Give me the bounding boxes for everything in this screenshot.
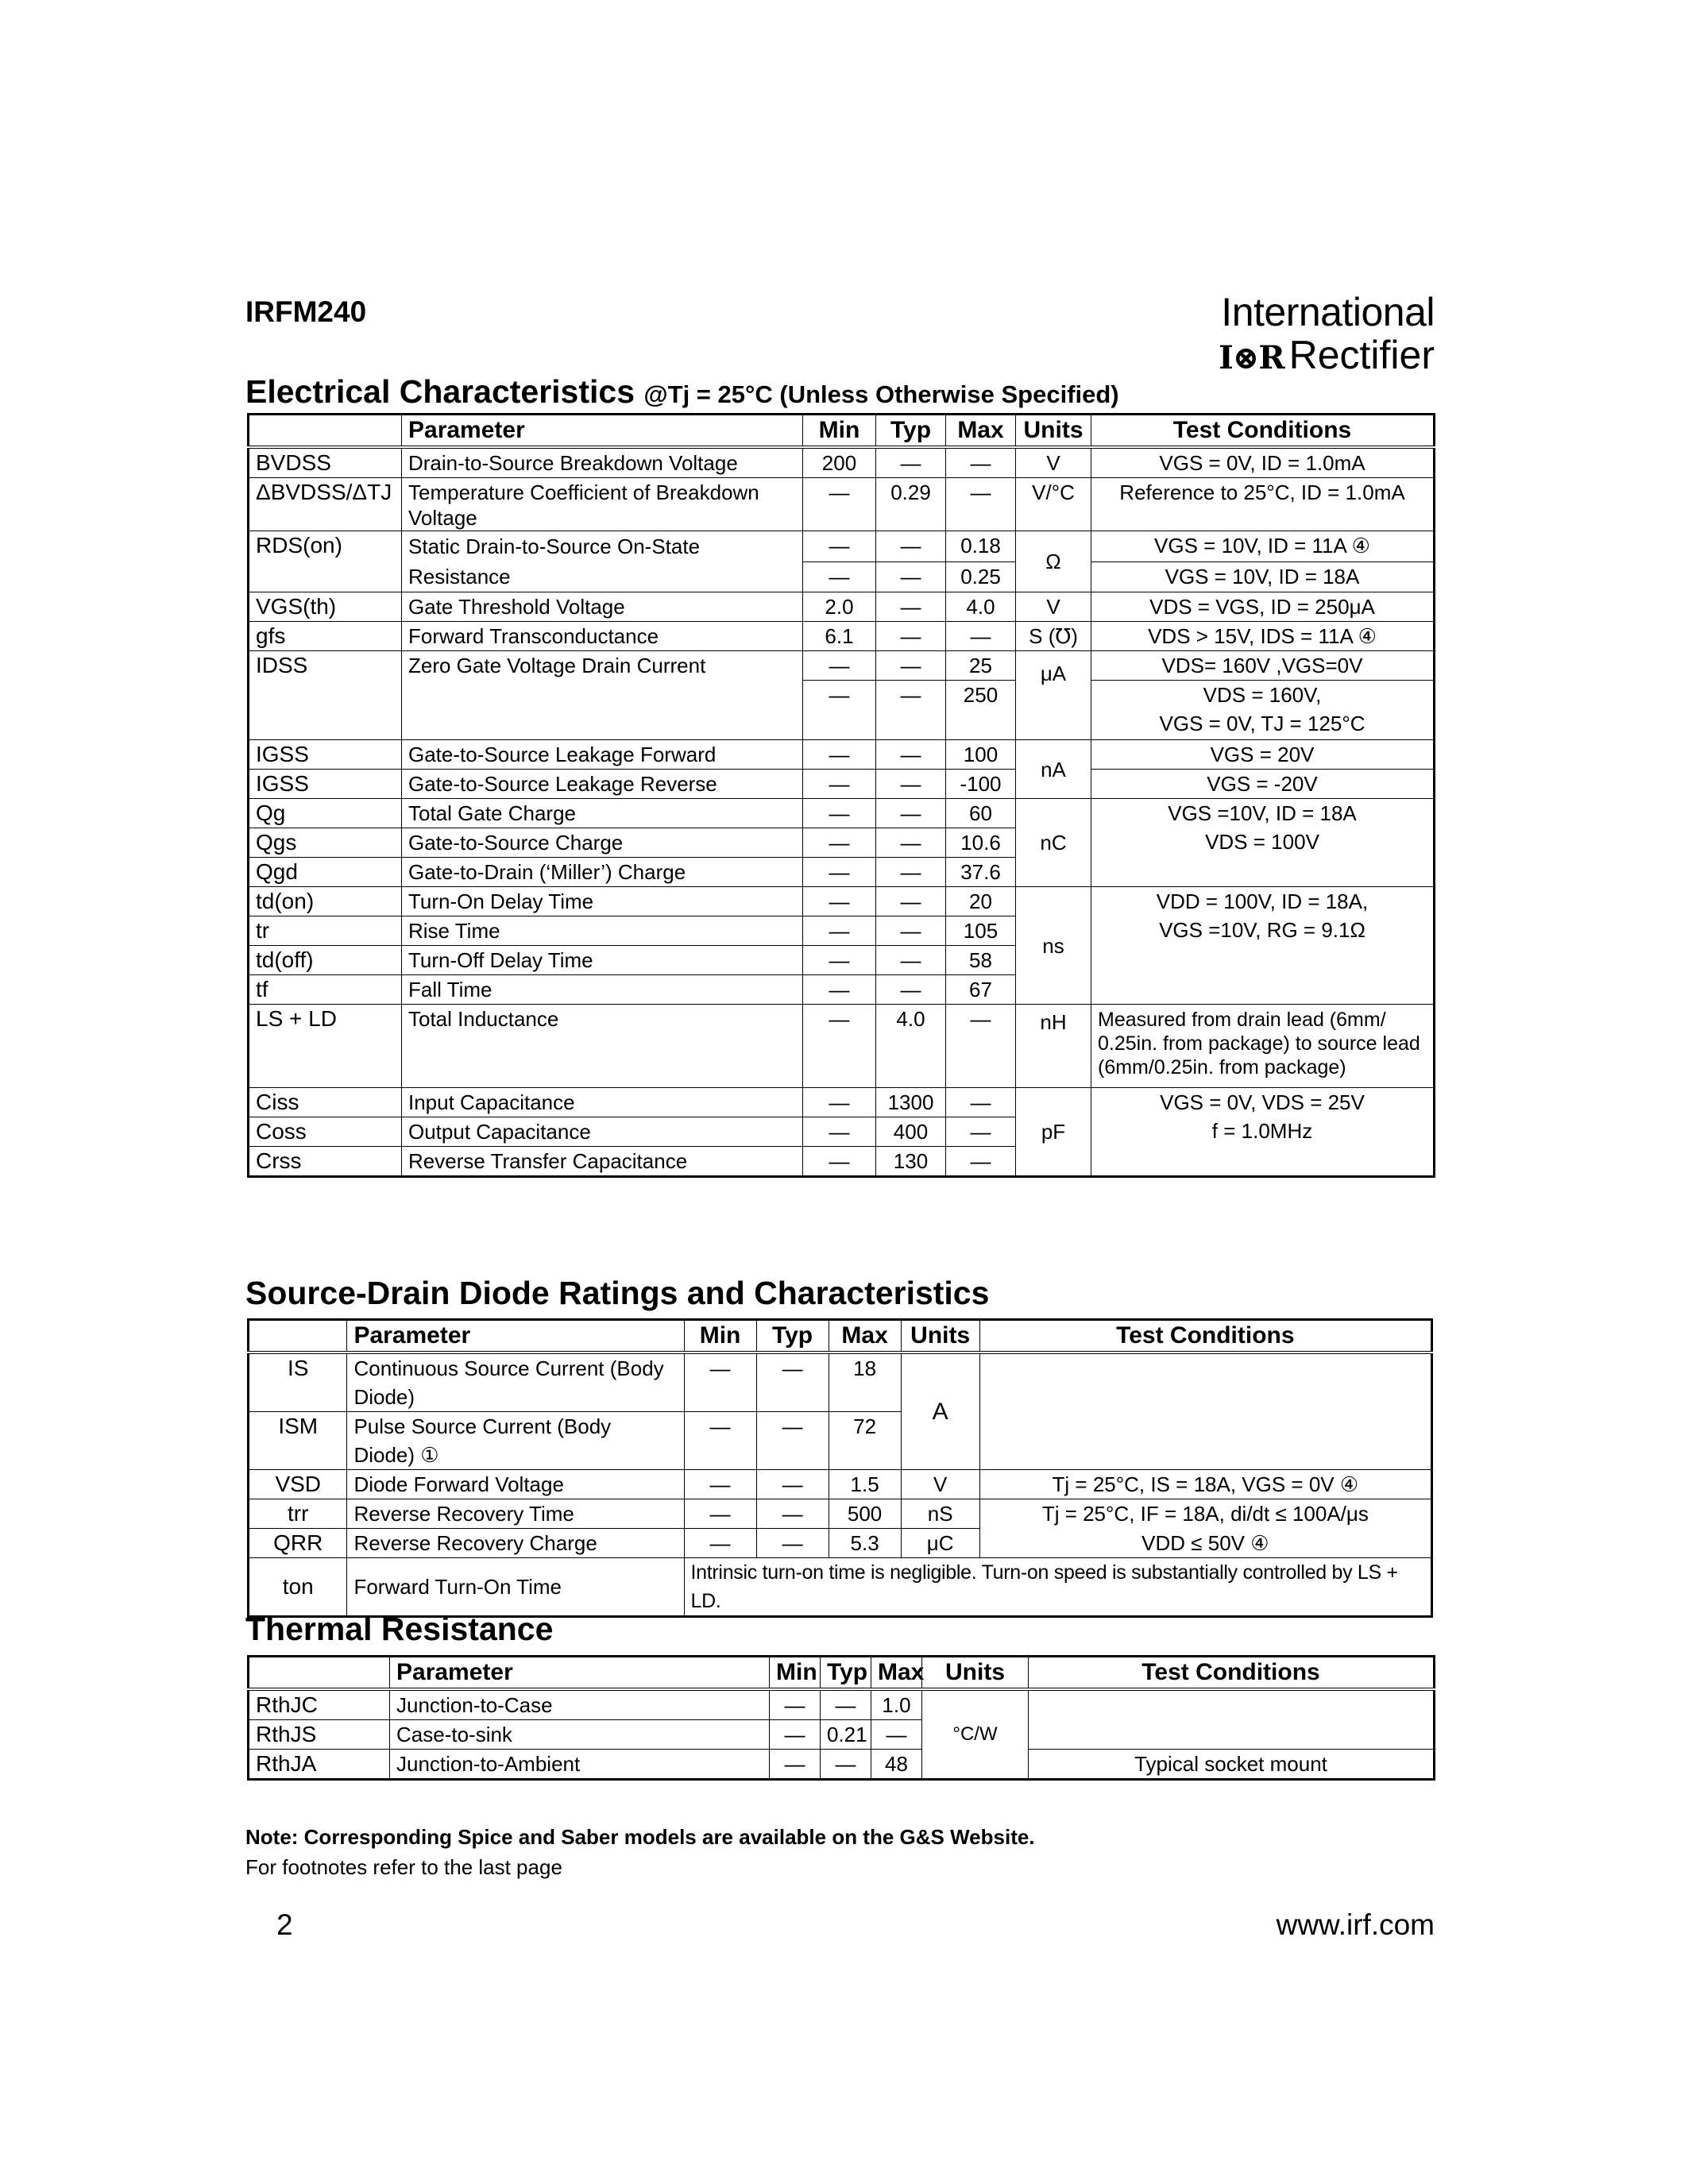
max-cell: 5.3: [829, 1529, 901, 1558]
header-min: Min: [803, 415, 876, 448]
parameter-cell: Turn-On Delay Time: [402, 887, 803, 916]
symbol-cell: tf: [249, 975, 402, 1005]
max-cell: 100: [946, 740, 1016, 770]
symbol-cell: Crss: [249, 1147, 402, 1177]
max-cell: 72: [829, 1412, 901, 1470]
table-row: [249, 1352, 1432, 1412]
units-cell: μC: [901, 1529, 979, 1558]
min-cell: —: [770, 1750, 821, 1780]
header-row: [249, 415, 1435, 448]
symbol-cell: trr: [249, 1499, 347, 1529]
typ-cell: —: [821, 1750, 871, 1780]
conditions-cell: VGS = 20V: [1091, 740, 1435, 770]
conditions-line: VDD = 100V, ID = 18A,: [1156, 889, 1369, 913]
header-test-conditions: Test Conditions: [1091, 415, 1435, 448]
max-cell: —: [946, 1147, 1016, 1177]
conditions-cell: [1091, 887, 1435, 1005]
table-row: [249, 770, 1435, 799]
conditions-line: VGS = 0V, VDS = 25V: [1160, 1090, 1365, 1114]
max-cell: 58: [946, 946, 1016, 975]
min-cell: 2.0: [803, 592, 876, 622]
conditions-line: VGS = 0V, TJ = 125°C: [1159, 712, 1365, 735]
symbol-cell: BVDSS: [249, 447, 402, 478]
symbol-cell: Coss: [249, 1117, 402, 1147]
parameter-cell: Drain-to-Source Breakdown Voltage: [402, 447, 803, 478]
parameter-cell: Input Capacitance: [402, 1088, 803, 1117]
units-cell: A: [901, 1352, 979, 1470]
max-cell: 18: [829, 1352, 901, 1412]
max-cell: 4.0: [946, 592, 1016, 622]
min-cell: —: [803, 770, 876, 799]
header-min: Min: [770, 1657, 821, 1690]
parameter-cell: Reverse Recovery Time: [347, 1499, 684, 1529]
page-number: 2: [276, 1908, 293, 1941]
units-cell: pF: [1016, 1088, 1091, 1177]
symbol-cell: gfs: [249, 622, 402, 651]
header-parameter: Parameter: [347, 1320, 684, 1353]
min-cell: —: [803, 946, 876, 975]
header-symbol: [249, 1320, 347, 1353]
typ-cell: —: [756, 1470, 829, 1499]
units-cell: V/°C: [1016, 478, 1091, 531]
parameter-cell: Junction-to-Ambient: [390, 1750, 770, 1780]
ir-logo-icon: I⊗R: [1219, 339, 1284, 376]
max-cell: 37.6: [946, 858, 1016, 887]
table-row: [249, 531, 1435, 562]
header-typ: Typ: [821, 1657, 871, 1690]
diode-title: Source-Drain Diode Ratings and Characteristics: [245, 1275, 990, 1311]
header-max: Max: [946, 415, 1016, 448]
part-number: IRFM240: [245, 295, 367, 328]
max-cell: 1.0: [871, 1689, 922, 1720]
typ-cell: —: [756, 1529, 829, 1558]
typ-cell: —: [876, 622, 946, 651]
header-parameter: Parameter: [390, 1657, 770, 1690]
table-row: [249, 1689, 1435, 1720]
typ-cell: —: [876, 770, 946, 799]
table-row: [249, 1750, 1435, 1780]
parameter-cell: Reverse Transfer Capacitance: [402, 1147, 803, 1177]
units-cell: nA: [1016, 740, 1091, 799]
header-units: Units: [1016, 415, 1091, 448]
header-row: [249, 1320, 1432, 1353]
typ-cell: 400: [876, 1117, 946, 1147]
table-row: [249, 592, 1435, 622]
typ-cell: —: [876, 975, 946, 1005]
header-test-conditions: Test Conditions: [1029, 1657, 1435, 1690]
max-cell: —: [946, 478, 1016, 531]
symbol-cell: ISM: [249, 1412, 347, 1470]
thermal-title: Thermal Resistance: [245, 1611, 554, 1647]
diode-table: [247, 1318, 1433, 1618]
table-row: [249, 651, 1435, 681]
conditions-cell: Tj = 25°C, IF = 18A, di/dt ≤ 100A/μs: [979, 1499, 1431, 1529]
conditions-line: VDS = 160V,: [1203, 683, 1322, 707]
conditions-cell: [979, 1352, 1431, 1470]
min-cell: —: [803, 975, 876, 1005]
parameter-cell: Junction-to-Case: [390, 1689, 770, 1720]
typ-cell: —: [876, 651, 946, 681]
symbol-cell: td(on): [249, 887, 402, 916]
header-units: Units: [901, 1320, 979, 1353]
table-row: [249, 887, 1435, 916]
min-cell: —: [684, 1499, 756, 1529]
symbol-cell: Qgs: [249, 828, 402, 858]
units-cell: V: [901, 1470, 979, 1499]
units-cell: S (℧): [1016, 622, 1091, 651]
table-row: [249, 1470, 1432, 1499]
min-cell: —: [684, 1470, 756, 1499]
parameter-cell: Diode Forward Voltage: [347, 1470, 684, 1499]
typ-cell: —: [876, 561, 946, 592]
typ-cell: —: [876, 740, 946, 770]
min-cell: —: [803, 1147, 876, 1177]
symbol-cell: VSD: [249, 1470, 347, 1499]
footnotes-note: For footnotes refer to the last page: [245, 1855, 562, 1879]
units-cell: V: [1016, 447, 1091, 478]
table-row: [249, 799, 1435, 828]
parameter-cell: Zero Gate Voltage Drain Current: [402, 651, 803, 740]
parameter-cell: Fall Time: [402, 975, 803, 1005]
thermal-table: [247, 1655, 1435, 1781]
parameter-cell: Continuous Source Current (Body Diode): [347, 1352, 684, 1412]
symbol-cell: Qgd: [249, 858, 402, 887]
max-cell: -100: [946, 770, 1016, 799]
conditions-cell: [1029, 1689, 1435, 1750]
parameter-cell: Output Capacitance: [402, 1117, 803, 1147]
symbol-cell: IGSS: [249, 770, 402, 799]
symbol-cell: RthJC: [249, 1689, 390, 1720]
max-cell: 105: [946, 916, 1016, 946]
parameter-cell: Total Inductance: [402, 1005, 803, 1088]
header-row: [249, 1657, 1435, 1690]
typ-cell: —: [876, 447, 946, 478]
max-cell: 0.18: [946, 531, 1016, 562]
table-row: [249, 1558, 1432, 1617]
conditions-cell: [1091, 799, 1435, 887]
brand-line2: Rectifier: [1288, 333, 1435, 377]
max-cell: —: [946, 1088, 1016, 1117]
typ-cell: 0.21: [821, 1720, 871, 1750]
min-cell: 6.1: [803, 622, 876, 651]
typ-cell: —: [876, 858, 946, 887]
conditions-cell: Reference to 25°C, ID = 1.0mA: [1091, 478, 1435, 531]
min-cell: —: [803, 828, 876, 858]
conditions-cell: VGS = -20V: [1091, 770, 1435, 799]
symbol-cell: RthJA: [249, 1750, 390, 1780]
parameter-cell: Gate-to-Source Charge: [402, 828, 803, 858]
max-cell: 48: [871, 1750, 922, 1780]
symbol-cell: td(off): [249, 946, 402, 975]
typ-cell: —: [876, 946, 946, 975]
table-row: [249, 1529, 1432, 1558]
min-cell: —: [803, 651, 876, 681]
symbol-cell: LS + LD: [249, 1005, 402, 1088]
parameter-cell: Gate-to-Drain (‘Miller’) Charge: [402, 858, 803, 887]
conditions-cell: VGS = 0V, ID = 1.0mA: [1091, 447, 1435, 478]
typ-cell: —: [756, 1352, 829, 1412]
min-cell: —: [803, 799, 876, 828]
table-row: [249, 478, 1435, 531]
parameter-cell: Gate-to-Source Leakage Forward: [402, 740, 803, 770]
min-cell: —: [770, 1689, 821, 1720]
brand-logo: [1219, 291, 1435, 380]
symbol-cell: ΔBVDSS/ΔTJ: [249, 478, 402, 531]
units-cell: nC: [1016, 799, 1091, 887]
header-test-conditions: Test Conditions: [979, 1320, 1431, 1353]
conditions-line: f = 1.0MHz: [1211, 1119, 1313, 1143]
max-cell: 20: [946, 887, 1016, 916]
parameter-cell: Temperature Coefficient of Breakdown Voltage: [402, 478, 803, 531]
table-row: [249, 740, 1435, 770]
header-symbol: [249, 415, 402, 448]
parameter-cell: Rise Time: [402, 916, 803, 946]
symbol-cell: RDS(on): [249, 531, 402, 592]
typ-cell: —: [876, 531, 946, 562]
units-cell: °C/W: [922, 1689, 1029, 1780]
conditions-cell: VDD ≤ 50V ④: [979, 1529, 1431, 1558]
typ-cell: —: [821, 1689, 871, 1720]
max-cell: 500: [829, 1499, 901, 1529]
turn-on-note: Intrinsic turn-on time is negligible. Turn-on speed is substantially controlled by LS + LD.: [684, 1558, 1431, 1617]
min-cell: —: [803, 1005, 876, 1088]
typ-cell: 130: [876, 1147, 946, 1177]
table-row: [249, 1005, 1435, 1088]
parameter-cell: Forward Transconductance: [402, 622, 803, 651]
parameter-cell: Case-to-sink: [390, 1720, 770, 1750]
max-cell: 67: [946, 975, 1016, 1005]
units-cell: V: [1016, 592, 1091, 622]
parameter-cell: Turn-Off Delay Time: [402, 946, 803, 975]
table-row: [249, 1499, 1432, 1529]
units-cell: nH: [1016, 1005, 1091, 1088]
typ-cell: —: [876, 592, 946, 622]
conditions-line: VGS =10V, ID = 18A: [1168, 801, 1357, 825]
table-row: [249, 447, 1435, 478]
header-symbol: [249, 1657, 390, 1690]
max-cell: —: [946, 1005, 1016, 1088]
typ-cell: —: [876, 828, 946, 858]
conditions-cell: [1091, 1088, 1435, 1177]
parameter-cell: Total Gate Charge: [402, 799, 803, 828]
max-cell: —: [946, 447, 1016, 478]
max-cell: 1.5: [829, 1470, 901, 1499]
units-cell: Ω: [1016, 531, 1091, 592]
symbol-cell: tr: [249, 916, 402, 946]
table-row: [249, 1088, 1435, 1117]
parameter-cell: Reverse Recovery Charge: [347, 1529, 684, 1558]
max-cell: —: [946, 1117, 1016, 1147]
electrical-table: [247, 413, 1435, 1178]
conditions-cell: VGS = 10V, ID = 11A ④: [1091, 531, 1435, 562]
symbol-cell: IGSS: [249, 740, 402, 770]
typ-cell: 4.0: [876, 1005, 946, 1088]
parameter-cell: Static Drain-to-Source On-State Resistance: [402, 531, 803, 592]
typ-cell: 1300: [876, 1088, 946, 1117]
max-cell: —: [946, 622, 1016, 651]
spice-models-note: Note: Corresponding Spice and Saber models are available on the G&S Website.: [245, 1825, 1035, 1849]
min-cell: —: [803, 1088, 876, 1117]
min-cell: —: [803, 681, 876, 740]
header-max: Max: [871, 1657, 922, 1690]
conditions-line: VGS =10V, RG = 9.1Ω: [1159, 918, 1365, 942]
typ-cell: —: [876, 887, 946, 916]
symbol-cell: Ciss: [249, 1088, 402, 1117]
min-cell: 200: [803, 447, 876, 478]
electrical-condition: @Tj = 25°C (Unless Otherwise Specified): [643, 380, 1119, 408]
header-max: Max: [829, 1320, 901, 1353]
min-cell: —: [803, 740, 876, 770]
header-min: Min: [684, 1320, 756, 1353]
min-cell: —: [770, 1720, 821, 1750]
typ-cell: —: [876, 916, 946, 946]
symbol-cell: IDSS: [249, 651, 402, 740]
conditions-cell: VDS= 160V ,VGS=0V: [1091, 651, 1435, 681]
conditions-line: VDS = 100V: [1205, 830, 1319, 854]
symbol-cell: VGS(th): [249, 592, 402, 622]
electrical-title-text: Electrical Characteristics: [245, 373, 635, 410]
typ-cell: —: [756, 1499, 829, 1529]
conditions-cell: VGS = 10V, ID = 18A: [1091, 561, 1435, 592]
brand-line1: International: [1221, 290, 1435, 334]
conditions-cell: [1091, 681, 1435, 740]
header-typ: Typ: [756, 1320, 829, 1353]
max-cell: 0.25: [946, 561, 1016, 592]
website-link[interactable]: www.irf.com: [1276, 1908, 1435, 1941]
min-cell: —: [803, 478, 876, 531]
max-cell: 250: [946, 681, 1016, 740]
header-typ: Typ: [876, 415, 946, 448]
parameter-cell: Pulse Source Current (Body Diode) ①: [347, 1412, 684, 1470]
header-parameter: Parameter: [402, 415, 803, 448]
units-cell: ns: [1016, 887, 1091, 1005]
units-cell: μA: [1016, 651, 1091, 740]
max-cell: —: [871, 1720, 922, 1750]
symbol-cell: QRR: [249, 1529, 347, 1558]
max-cell: 10.6: [946, 828, 1016, 858]
table-row: [249, 622, 1435, 651]
min-cell: —: [803, 858, 876, 887]
conditions-cell: Tj = 25°C, IS = 18A, VGS = 0V ④: [979, 1470, 1431, 1499]
min-cell: —: [803, 916, 876, 946]
conditions-cell: Typical socket mount: [1029, 1750, 1435, 1780]
units-cell: nS: [901, 1499, 979, 1529]
symbol-cell: IS: [249, 1352, 347, 1412]
parameter-cell: Forward Turn-On Time: [347, 1558, 684, 1617]
max-cell: 60: [946, 799, 1016, 828]
typ-cell: —: [756, 1412, 829, 1470]
min-cell: —: [803, 1117, 876, 1147]
parameter-cell: Gate Threshold Voltage: [402, 592, 803, 622]
max-cell: 25: [946, 651, 1016, 681]
conditions-cell: Measured from drain lead (6mm/ 0.25in. from package) to source lead (6mm/0.25in. from package): [1091, 1005, 1435, 1088]
parameter-cell: Gate-to-Source Leakage Reverse: [402, 770, 803, 799]
typ-cell: —: [876, 681, 946, 740]
symbol-cell: Qg: [249, 799, 402, 828]
min-cell: —: [803, 561, 876, 592]
typ-cell: —: [876, 799, 946, 828]
header-units: Units: [922, 1657, 1029, 1690]
typ-cell: 0.29: [876, 478, 946, 531]
symbol-cell: ton: [249, 1558, 347, 1617]
conditions-cell: VDS = VGS, ID = 250μA: [1091, 592, 1435, 622]
min-cell: —: [684, 1352, 756, 1412]
min-cell: —: [803, 531, 876, 562]
min-cell: —: [684, 1412, 756, 1470]
symbol-cell: RthJS: [249, 1720, 390, 1750]
min-cell: —: [803, 887, 876, 916]
min-cell: —: [684, 1529, 756, 1558]
conditions-cell: VDS > 15V, IDS = 11A ④: [1091, 622, 1435, 651]
electrical-title: [245, 373, 1119, 411]
